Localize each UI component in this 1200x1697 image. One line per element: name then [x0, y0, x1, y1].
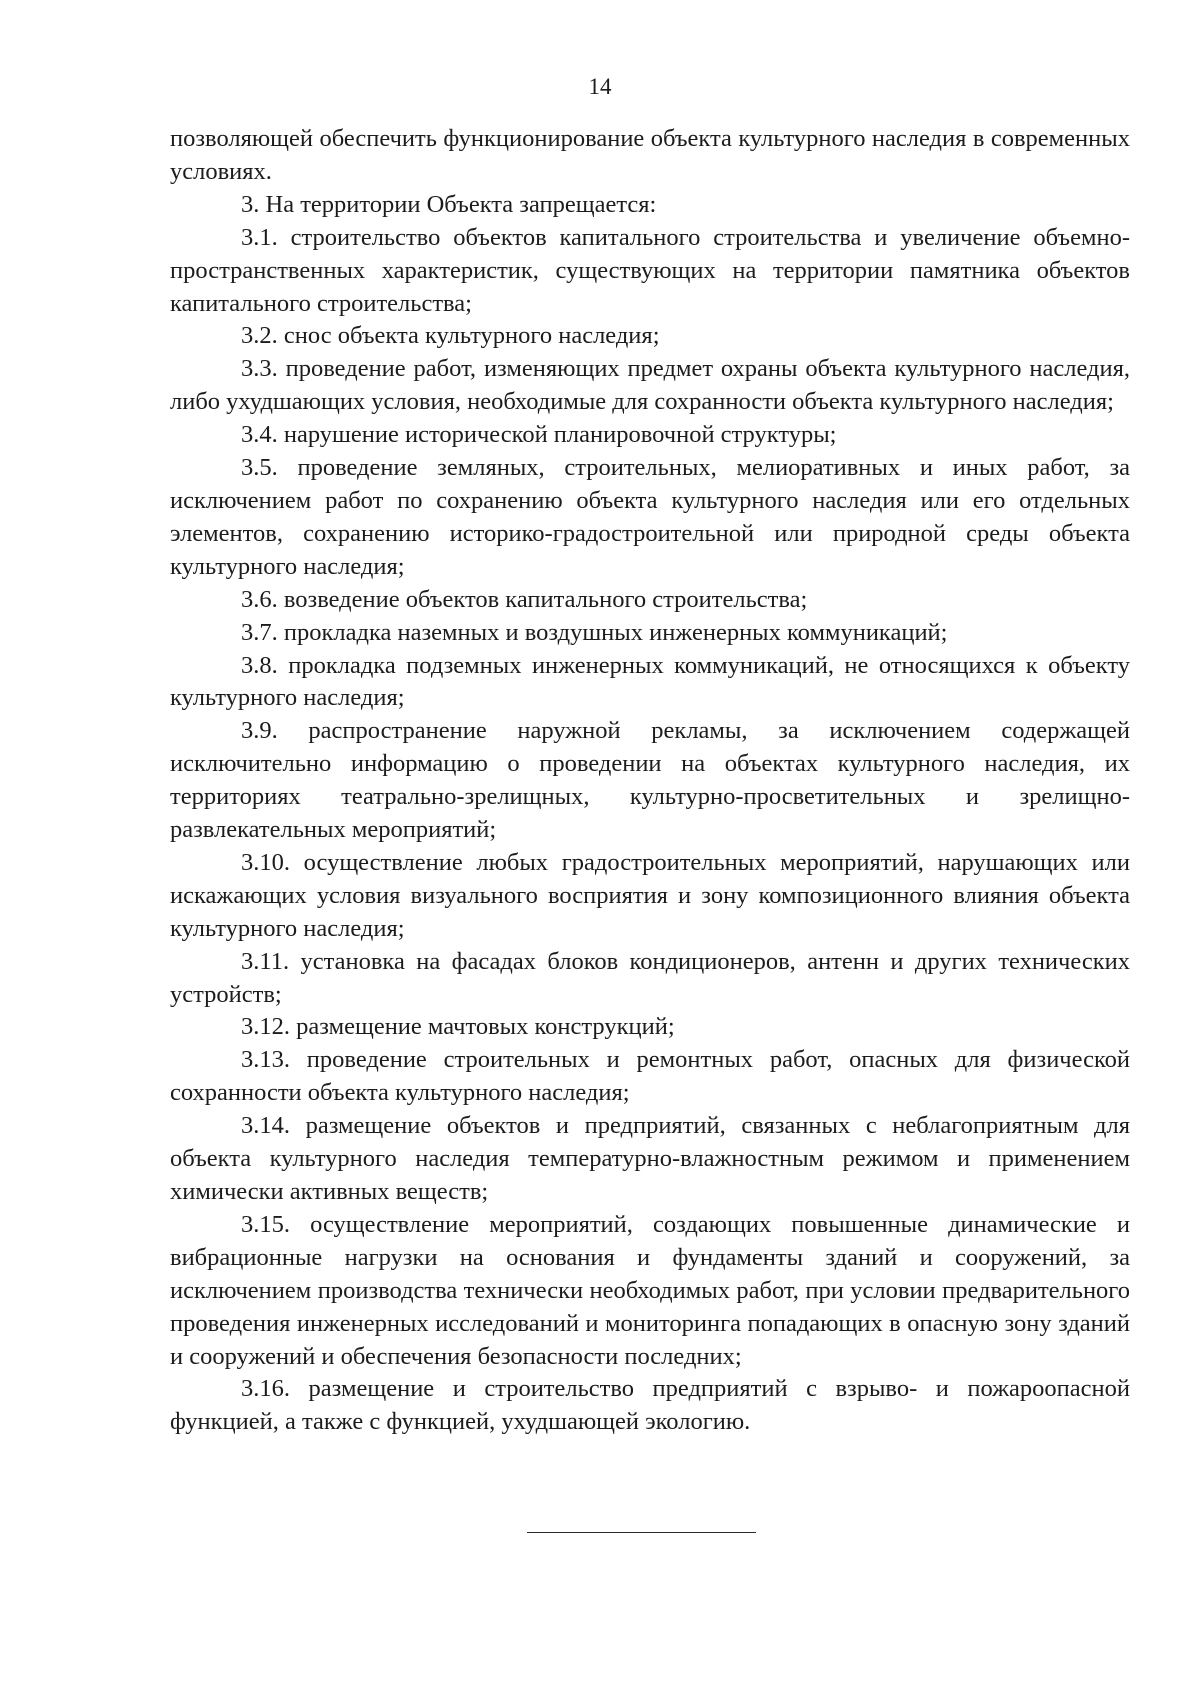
- clause-paragraph: [170, 1011, 1130, 1044]
- clause-text: размещение и строительство предприятий с взрыво- и пожароопасной функцией, а также с функцией, ухудшающей экологию.: [170, 1375, 1131, 1436]
- clause-text: размещение объектов и предприятий, связанных с неблагоприятным для объекта культурного наследия температурно-влажностным режимом и применением химически активных веществ;: [170, 1112, 1130, 1205]
- clause-paragraph: [170, 353, 1130, 419]
- clause-number: 3.12.: [241, 1013, 290, 1041]
- clause-number: 3.8.: [241, 651, 278, 679]
- clause-text: осуществление мероприятий, создающих повышенные динамические и вибрационные нагрузки на основания и фундаменты зданий и сооружений, за исключением производства технически необходимых работ, при условии предварительного проведения инженерных исследований и мониторинга попадающих в опасную зону зданий и сооружений и обеспечения безопасности последних;: [170, 1210, 1131, 1370]
- clause-number: 3.4.: [241, 421, 278, 449]
- clause-number: 3.14.: [241, 1112, 290, 1140]
- clause-text: прокладка наземных и воздушных инженерных коммуникаций;: [283, 618, 948, 646]
- clause-text: строительство объектов капитального строительства и увеличение объемно-пространственных характеристик, существующих на территории памятника объектов капитального строительства;: [170, 223, 1130, 317]
- clause-paragraph: [170, 946, 1130, 1012]
- clause-paragraph: [170, 1044, 1130, 1110]
- clause-text: размещение мачтовых конструкций;: [296, 1013, 675, 1041]
- clause-number: 3.15.: [241, 1210, 290, 1238]
- clause-text: проведение земляных, строительных, мелиоративных и иных работ, за исключением работ по сохранению объекта культурного наследия или его отдельных элементов, сохранению историко-градостроительной или природной среды объекта культурного наследия;: [170, 454, 1131, 580]
- clause-paragraph: [170, 650, 1130, 716]
- clause-number: 3.3.: [241, 355, 278, 383]
- clause-paragraph: [170, 1209, 1130, 1374]
- clause-text: снос объекта культурного наследия;: [283, 322, 660, 350]
- clause-number: 3.1.: [241, 223, 278, 251]
- clause-number: 3.2.: [241, 322, 278, 350]
- clause-text: нарушение исторической планировочной структуры;: [283, 421, 837, 449]
- clause-text: осуществление любых градостроительных мероприятий, нарушающих или искажающих условия визуального восприятия и зону композиционного влияния объекта культурного наследия;: [170, 848, 1130, 942]
- clause-number: 3.9.: [241, 717, 278, 745]
- clause-paragraph: [170, 1110, 1130, 1209]
- clause-text: установка на фасадах блоков кондиционеров, антенн и других технических устройств;: [170, 947, 1130, 1008]
- continuation-paragraph: [170, 123, 1130, 189]
- clause-text: проведение строительных и ремонтных работ, опасных для физической сохранности объекта культурного наследия;: [170, 1046, 1131, 1107]
- clause-number: 3.: [241, 190, 260, 218]
- clause-paragraph: [170, 452, 1130, 584]
- clause-paragraph: [170, 847, 1130, 946]
- clause-number: 3.10.: [241, 848, 290, 876]
- clause-paragraph: [170, 222, 1130, 321]
- clause-paragraph: [170, 584, 1130, 617]
- clause-paragraph: [170, 189, 1130, 222]
- clause-paragraph: [170, 419, 1130, 452]
- document-body: [170, 123, 1130, 1439]
- clause-text: прокладка подземных инженерных коммуникаций, не относящихся к объекту культурного наследия;: [170, 651, 1130, 712]
- clause-text: На территории Объекта запрещается:: [265, 190, 657, 218]
- clause-number: 3.5.: [241, 454, 278, 482]
- clause-paragraph: [170, 715, 1130, 847]
- clause-paragraph: [170, 1373, 1130, 1439]
- clause-text: проведение работ, изменяющих предмет охраны объекта культурного наследия, либо ухудшающих условия, необходимые для сохранности объекта культурного наследия;: [170, 355, 1131, 416]
- page-number: 14: [588, 74, 612, 99]
- clause-number: 3.13.: [241, 1046, 290, 1074]
- clause-number: 3.11.: [241, 947, 290, 975]
- clause-paragraph: [170, 617, 1130, 650]
- clause-text: распространение наружной рекламы, за исключением содержащей исключительно информацию о проведении на объектах культурного наследия, их территориях театрально-зрелищных, культурно-просветительных и зрелищно-развлекательных мероприятий;: [170, 717, 1131, 844]
- clause-number: 3.6.: [241, 585, 278, 613]
- clause-text: возведение объектов капитального строительства;: [283, 585, 808, 613]
- clause-number: 3.7.: [241, 618, 278, 646]
- clause-text: позволяющей обеспечить функционирование объекта культурного наследия в современных условиях.: [170, 125, 1130, 185]
- clause-number: 3.16.: [241, 1375, 290, 1403]
- end-of-text-rule: [527, 1532, 756, 1533]
- clause-paragraph: [170, 320, 1130, 353]
